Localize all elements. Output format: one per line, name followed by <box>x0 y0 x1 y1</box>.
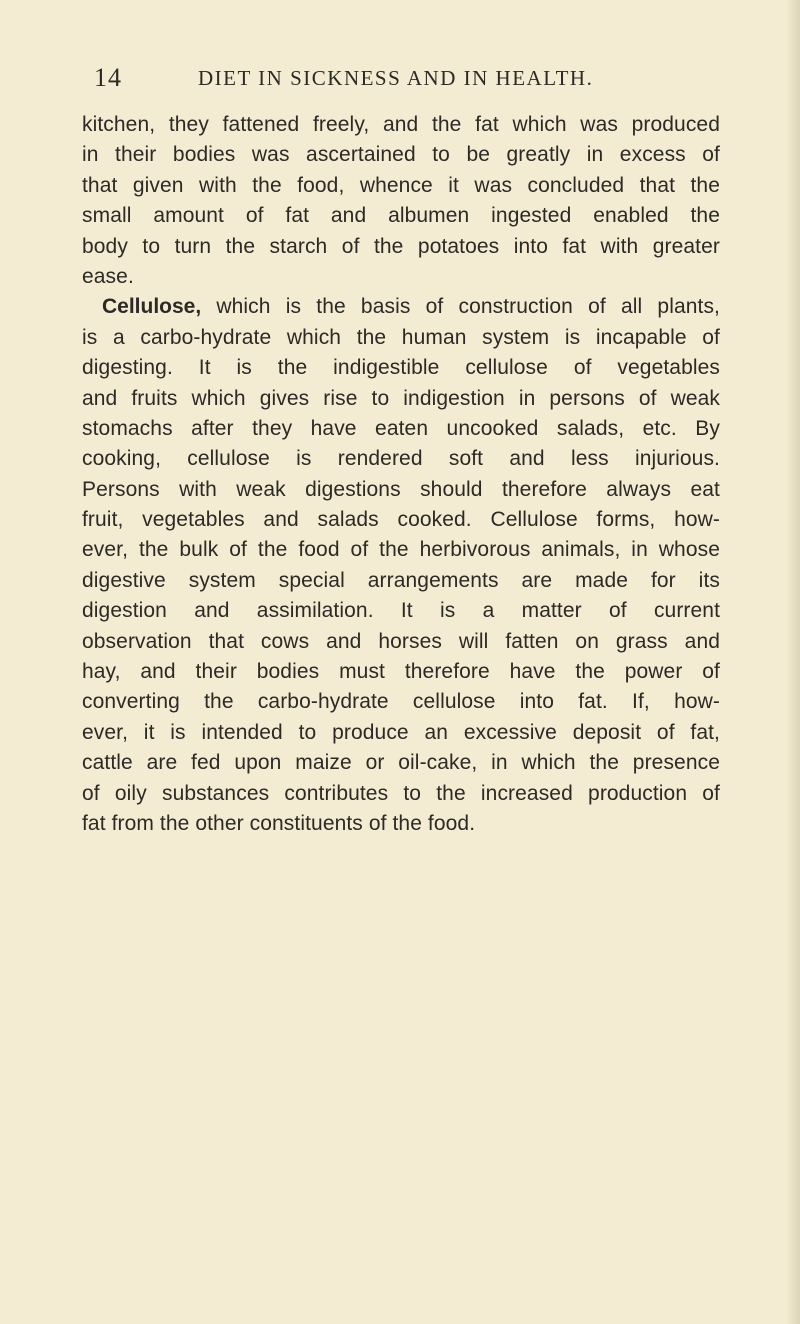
text-line: hay, and their bodies must therefore have the power of <box>82 660 720 684</box>
text-line: stomachs after they have eaten uncooked salads, etc. By <box>82 416 720 440</box>
text-line: ease. <box>82 264 134 288</box>
text-line: that given with the food, whence it was concluded that the <box>82 173 720 197</box>
text-line: Persons with weak digestions should therefore always eat <box>82 477 720 501</box>
text-line: observation that cows and horses will fatten on grass and <box>82 629 720 653</box>
text-line: cooking, cellulose is rendered soft and less injurious. <box>82 447 720 471</box>
text-line: fat from the other constituents of the food. <box>82 811 476 835</box>
text-line: digestion and assimilation. It is a matter of current <box>82 599 720 623</box>
text-line: in their bodies was ascertained to be greatly in excess of <box>82 143 720 167</box>
text-run: which is the basis of construction of all plants, <box>201 295 720 319</box>
text-line: digestive system special arrangements are made for its <box>82 568 720 592</box>
text-line: kitchen, they fattened freely, and the fat which was produced <box>82 113 720 136</box>
text-line: cattle are fed upon maize or oil-cake, in which the presence <box>82 751 720 775</box>
paragraph-first-line <box>82 292 720 322</box>
text-line: of oily substances contributes to the increased production of <box>82 781 720 805</box>
text-line: small amount of fat and albumen ingested enabled the <box>82 204 720 228</box>
text-line: fruit, vegetables and salads cooked. Cellulose forms, how- <box>82 508 720 532</box>
text-line: is a carbo-hydrate which the human system is incapable of <box>82 325 720 349</box>
running-head <box>0 62 800 94</box>
text-line: converting the carbo-hydrate cellulose into fat. If, how- <box>82 690 720 714</box>
text-line: digesting. It is the indigestible cellulose of vegetables <box>82 356 720 380</box>
text-line: and fruits which gives rise to indigestion in persons of weak <box>82 386 720 410</box>
page-number: 14 <box>94 63 122 92</box>
running-head-title: DIET IN SICKNESS AND IN HEALTH. <box>198 66 594 90</box>
text-line: body to turn the starch of the potatoes into fat with greater <box>82 234 720 258</box>
text-line: ever, it is intended to produce an excessive deposit of fat, <box>82 720 720 744</box>
body-text <box>82 110 720 839</box>
text-line: ever, the bulk of the food of the herbivorous animals, in whose <box>82 538 720 562</box>
page-edge-shadow <box>786 0 800 1324</box>
defined-term: Cellulose, <box>102 295 202 319</box>
